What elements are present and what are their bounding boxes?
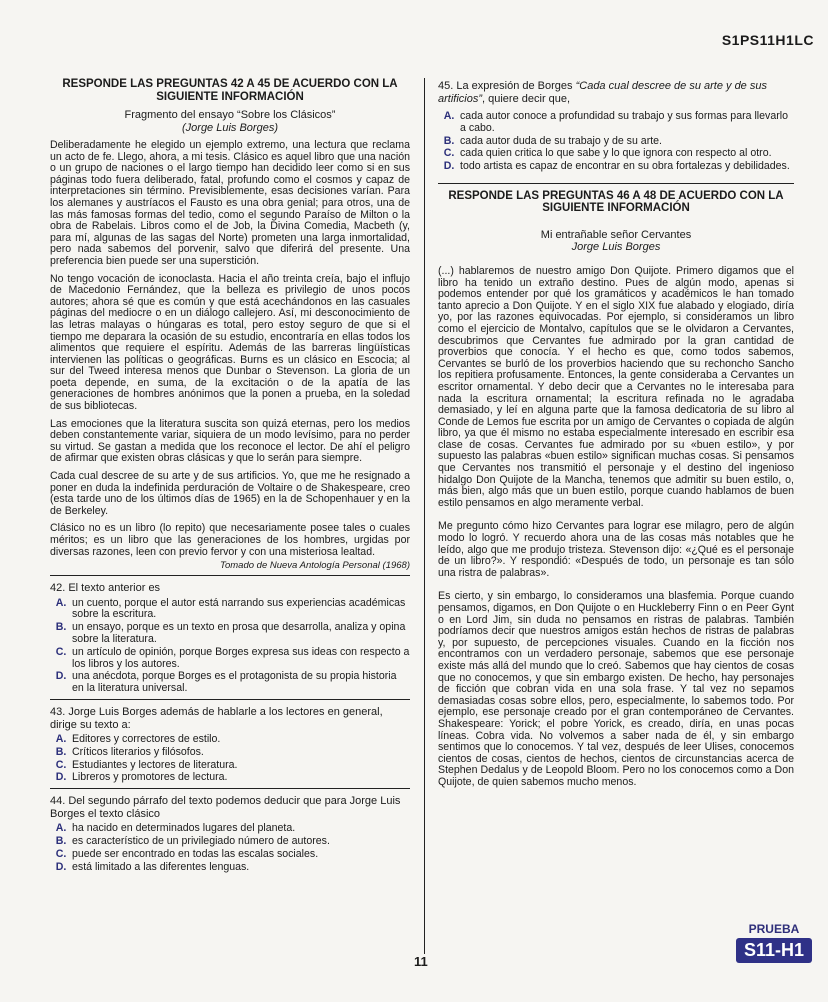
option-letter: C. <box>55 847 67 860</box>
question-stem: 43. Jorge Luis Borges además de hablarle a los lectores en general, dirige su texto a: <box>50 706 383 731</box>
separator <box>438 183 794 184</box>
answer-option[interactable] <box>50 836 410 848</box>
option-letter: D. <box>55 670 67 683</box>
essay-source: Tomado de Nueva Antología Personal (1968) <box>220 560 410 572</box>
question-44 <box>50 795 410 873</box>
option-letter: C. <box>443 147 455 160</box>
text-paragraph: (...) hablaremos de nuestro amigo Don Quijote. Primero digamos que el libro ha tenido un extraño destino. Pues de algún modo, apenas si podemos entender por qué los gramáticos y académicos le han tomado tanto aprecio a Don Quijote. Y en el siglo XIX fue alabado y elogiado, diría yo, por las razones equivocadas. Por ejemplo, si consideramos un libro como el ejercicio de Montalvo, capítulos que se le olvidaron a Cervantes, descubrimos que Cervantes fue admirado por la gran cantidad de proverbios que conocía. Y el hecho es que, como todos sabemos, Cervantes se burló de los proverbios haciendo que su rechoncho Sancho los repitiera profusamente. Entonces, la gente consideraba a Cervantes un escritor ornamental. Y debo decir que a Cervantes no le interesaba para nada la escritura ornamental; la escritura refinada no le agradaba demasiado, y leí en alguna parte que la famosa dedicatoria de su libro al Conde de Lemos fue escrita por un amigo de Cervantes o copiada de algún libro, ya que él mismo no estaba especialmente interesado en escribir esa clase de cosas. Cervantes fue admirado por su «buen estilo», y por supuesto las palabras «buen estilo» significan muchas cosas. Si pensamos que Cervantes nos transmitió el personaje y el destino del ingenioso hidalgo Don Quijote de la Mancha, tenemos que admitir su buen estilo, o, más bien, algo más que un buen estilo, porque cuando hablamos de buen estilo pensamos en algo meramente verbal. <box>438 264 794 509</box>
essay-subtitle: Fragmento del ensayo “Sobre los Clásicos” <box>124 109 336 121</box>
option-text: Estudiantes y lectores de literatura. <box>72 758 238 771</box>
right-column <box>438 78 794 795</box>
option-text: cada autor duda de su trabajo y de su arte. <box>460 134 663 147</box>
question-43 <box>50 706 410 784</box>
essay-author: (Jorge Luis Borges) <box>182 121 278 134</box>
question-45 <box>438 80 794 173</box>
answer-option[interactable] <box>50 622 410 646</box>
option-text: está limitado a las diferentes lenguas. <box>72 860 250 873</box>
exam-code: S1PS11H1LC <box>721 32 814 48</box>
separator <box>50 788 410 789</box>
option-text: una anécdota, porque Borges es el protagonista de su propia historia en la literatura universal. <box>72 670 397 695</box>
test-badge-label: PRUEBA <box>748 922 800 936</box>
option-letter: C. <box>55 758 67 771</box>
answer-option[interactable] <box>438 136 794 148</box>
text-title: Mi entrañable señor Cervantes <box>540 228 692 241</box>
option-letter: D. <box>55 771 67 784</box>
essay-paragraph: Clásico no es un libro (lo repito) que necesariamente posee tales o cuales méritos; es un libro que las generaciones de los hombres, urgidas por diversas razones, leen con previo fervor y con una misteriosa lealtad. <box>50 522 410 558</box>
option-text: cada autor conoce a profundidad su trabajo y sus formas para llevarlo a cabo. <box>460 110 789 134</box>
option-letter: B. <box>55 621 67 634</box>
option-letter: A. <box>55 596 67 609</box>
separator <box>50 575 410 576</box>
essay-paragraph: Cada cual descree de su arte y de sus artificios. Yo, que me he resignado a poner en duda la indefinida perduración de Voltaire o de Shakespeare, creo (esta tarde uno de los últimos días de 1965) en la de Schopenhauer y en la de Berkeley. <box>50 470 410 517</box>
option-text: un ensayo, porque es un texto en prosa que desarrolla, analiza y opina sobre la literatura. <box>72 621 406 646</box>
option-text: Libreros y promotores de lectura. <box>72 771 228 784</box>
option-text: cada quien critica lo que sabe y lo que ignora con respecto al otro. <box>460 147 772 160</box>
option-text: un artículo de opinión, porque Borges expresa sus ideas con respecto a los libros y los autores. <box>72 645 410 670</box>
essay-paragraph: Las emociones que la literatura suscita son quizá eternas, pero los medios deben constantemente variar, siquiera de un modo levísimo, para no perder su virtud. Se gastan a medida que los reconoce el lector. De ahí el peligro de afirmar que existen obras clásicas y que lo serán para siempre. <box>50 417 410 465</box>
option-letter: A. <box>55 733 67 746</box>
option-text: puede ser encontrado en todas las escalas sociales. <box>72 847 319 860</box>
option-letter: B. <box>55 835 67 848</box>
test-badge <box>736 922 812 963</box>
text-paragraph: Me pregunto cómo hizo Cervantes para lograr ese milagro, pero de algún modo lo logró. Y recuerdo ahora una de las cosas más notables que he leído, algo que me produjo tristeza. Stevenson dijo: «¿Qué es el personaje de un libro?». Y respondió: «Después de todo, un personaje es tan sólo una ristra de palabras». <box>438 520 794 579</box>
answer-option[interactable] <box>438 148 794 160</box>
test-badge-code: S11-H1 <box>736 938 812 963</box>
option-text: Editores y correctores de estilo. <box>72 733 221 746</box>
answer-option[interactable] <box>50 747 410 759</box>
option-letter: A. <box>443 110 455 122</box>
option-text: todo artista es capaz de encontrar en su obra fortalezas y debilidades. <box>460 160 790 173</box>
answer-option[interactable] <box>50 772 410 784</box>
option-letter: D. <box>55 860 67 873</box>
column-divider <box>424 78 425 954</box>
answer-option[interactable] <box>438 111 794 135</box>
answer-option[interactable] <box>438 161 794 173</box>
option-text: ha nacido en determinados lugares del planeta. <box>72 822 296 835</box>
option-letter: D. <box>443 160 455 173</box>
option-letter: B. <box>443 134 455 147</box>
essay-paragraph: Deliberadamente he elegido un ejemplo extremo, una lectura que reclama un acto de fe. Llego, ahora, a mi tesis. Clásico es aquel libro que una nación o un grupo de naciones o el largo tiempo han decidido leer como si en sus páginas todo fuera deliberado, fatal, profundo como el cosmos y capaz de interpretaciones sin término. Previsiblemente, esas decisiones varían. Para los alemanes y austríacos el Fausto es una obra genial; para otros, una de las más famosas formas del tedio, como el segundo Paraíso de Milton o la obra de Rabelais. Libros como el de Job, la Divina Comedia, Macbeth (y, para mí, algunas de las sagas del Norte) prometen una larga inmortalidad, pero nada sabemos del porvenir, salvo que diferirá del presente. Una preferencia bien puede ser una superstición. <box>50 139 410 267</box>
stem-quote: “Cada cual descree de su arte y de sus artificios” <box>438 80 767 105</box>
option-text: un cuento, porque el autor está narrando sus experiencias académicas sobre la escritura. <box>72 596 406 621</box>
answer-option[interactable] <box>50 647 410 671</box>
question-42 <box>50 582 410 695</box>
answer-option[interactable] <box>50 849 410 861</box>
answer-option[interactable] <box>50 862 410 874</box>
essay-paragraph: No tengo vocación de iconoclasta. Hacia el año treinta creía, bajo el influjo de Macedonio Fernández, que la belleza es privilegio de unos pocos autores; ahora sé que es común y que está acechándonos en las casuales páginas del mediocre o en un diálogo callejero. Así, mi desconocimiento de las letras malayas o húngaras es total, pero estoy seguro de que si el tiempo me deparara la ocasión de su estudio, encontraría en ellas todos los alimentos que requiere el espíritu. Además de las barreras lingüísticas intervienen las políticas o geográficas. Burns es un clásico en Escocia; al sur del Tweed interesa menos que Dunbar o Stevenson. La gloria de un poeta depende, en suma, de la excitación o de la apatía de las generaciones de hombres anónimos que la ponen a prueba, en la soledad de sus bibliotecas. <box>50 272 410 413</box>
answer-option[interactable] <box>50 823 410 835</box>
question-stem: 44. Del segundo párrafo del texto podemos deducir que para Jorge Luis Borges el texto clásico <box>50 795 401 820</box>
separator <box>50 699 410 700</box>
page-number: 11 <box>414 954 428 969</box>
stem-prefix: 45. La expresión de Borges <box>438 80 576 92</box>
text-paragraph: Es cierto, y sin embargo, lo consideramos una blasfemia. Porque cuando pensamos, digamos, en Don Quijote o en Huckleberry Finn o en Peer Gynt o en Lord Jim, sin duda no pensamos en ristras de palabras. También podríamos decir que nuestros amigos están hechos de ristras de palabras y, por supuesto, de percepciones visuales. Cuando en la ficción nos encontramos con un verdadero personaje, sabemos que ese personaje existe más allá del mundo que lo creó. Sabemos que hay cientos de cosas que no conocemos, y que sin embargo existen. De hecho, hay personajes de ficción que cobran vida en una sola frase. Y tal vez no sepamos demasiadas cosas sobre ellos, pero, especialmente, lo sabemos todo. Por ejemplo, ese personaje creado por el gran contemporáneo de Cervantes. Shakespeare: Yorick; el pobre Yorick, es creado, diría, en unas pocas líneas. Cobra vida. No volvemos a saber nada de él, y sin embargo sentimos que lo conocemos. Y tal vez, después de leer Ulises, conocemos cientos de cosas, cientos de hechos, cientos de circunstancias acerca de Stephen Dedalus y de Leopold Bloom. Pero no los conocemos como a Don Quijote, de quien sabemos mucho menos. <box>438 590 794 788</box>
question-stem: 42. El texto anterior es <box>50 582 161 595</box>
text-author: Jorge Luis Borges <box>571 241 661 254</box>
left-column <box>50 78 410 874</box>
answer-option[interactable] <box>50 598 410 622</box>
option-text: Críticos literarios y filósofos. <box>72 745 204 758</box>
answer-option[interactable] <box>50 760 410 772</box>
option-letter: A. <box>55 822 67 835</box>
answer-option[interactable] <box>50 734 410 746</box>
option-text: es característico de un privilegiado número de autores. <box>72 835 330 848</box>
option-letter: C. <box>55 645 67 658</box>
stem-suffix: , quiere decir que, <box>482 92 571 105</box>
section-heading-42-45: RESPONDE LAS PREGUNTAS 42 A 45 DE ACUERDO CON LA SIGUIENTE INFORMACIÓN <box>62 78 398 103</box>
question-stem <box>438 80 794 105</box>
answer-option[interactable] <box>50 671 410 695</box>
option-letter: B. <box>55 745 67 758</box>
section-heading-46-48: RESPONDE LAS PREGUNTAS 46 A 48 DE ACUERDO CON LA SIGUIENTE INFORMACIÓN <box>448 189 784 215</box>
